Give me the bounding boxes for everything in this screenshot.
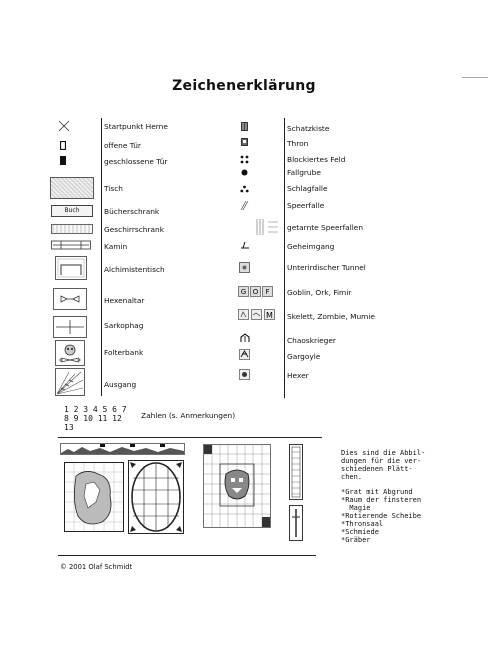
svg-text:O: O bbox=[252, 288, 259, 296]
copyright: © 2001 Olaf Schmidt bbox=[60, 563, 133, 571]
throne-icon bbox=[241, 138, 248, 146]
note-item: Magie bbox=[341, 504, 371, 512]
legend-label: Bücherschrank bbox=[104, 207, 160, 216]
blow-trap-icon bbox=[240, 185, 249, 193]
legend-label: Hexenaltar bbox=[104, 296, 145, 305]
legend-label: Speerfalle bbox=[287, 201, 325, 210]
left-column-divider bbox=[101, 118, 102, 396]
legend-label: Schlagfalle bbox=[287, 184, 328, 193]
numbers-line-2: 8 9 10 11 12 bbox=[64, 414, 122, 423]
svg-text:G: G bbox=[240, 288, 247, 296]
legend-label: offene Tür bbox=[104, 141, 141, 150]
fireplace-icon bbox=[51, 240, 91, 250]
legend-label: Skelett, Zombie, Mumie bbox=[287, 312, 375, 321]
sarcophagus-icon bbox=[53, 316, 87, 338]
blocked-field-icon bbox=[240, 155, 249, 164]
legend-label: Sarkophag bbox=[104, 321, 144, 330]
legend-label: Hexer bbox=[287, 371, 309, 380]
closed-door-icon bbox=[60, 156, 66, 165]
torture-rack-icon bbox=[55, 340, 85, 366]
gargoyle-icon bbox=[239, 349, 250, 360]
goblin-orc-fimir-icon bbox=[238, 286, 274, 297]
legend-label: Ausgang bbox=[104, 380, 137, 389]
svg-text:F: F bbox=[265, 288, 270, 296]
tunnel-icon bbox=[239, 262, 250, 273]
edge-mark bbox=[462, 77, 488, 78]
chaos-warrior-icon bbox=[240, 333, 250, 343]
spear-trap-icon bbox=[240, 200, 249, 211]
note-item: *Grat mit Abgrund bbox=[341, 488, 413, 496]
chasm-ridge-tile-icon bbox=[60, 443, 185, 455]
open-door-icon bbox=[60, 141, 66, 150]
note-intro-line: schiedenen Plätt- bbox=[341, 465, 413, 473]
throne-room-tile-icon bbox=[203, 444, 271, 528]
exit-icon bbox=[55, 368, 85, 396]
note-item: *Thronsaal bbox=[341, 520, 384, 528]
chest-icon bbox=[241, 122, 248, 131]
tiles-bottom-divider bbox=[58, 555, 316, 556]
dark-magic-room-tile-icon bbox=[64, 462, 124, 532]
legend-label: Thron bbox=[287, 139, 309, 148]
svg-text:M: M bbox=[266, 311, 273, 320]
right-column-divider bbox=[284, 118, 285, 398]
bookshelf-icon bbox=[51, 205, 93, 217]
cupboard-icon bbox=[51, 224, 93, 234]
legend-label: Fallgrube bbox=[287, 168, 321, 177]
numbers-label: Zahlen (s. Anmerkungen) bbox=[141, 411, 236, 420]
tiles-top-divider bbox=[58, 437, 322, 438]
rotating-disc-tile-icon bbox=[128, 460, 184, 534]
legend-label: geschlossene Tür bbox=[104, 157, 168, 166]
table-icon bbox=[50, 177, 94, 199]
hidden-spear-trap-lines-icon bbox=[268, 220, 278, 234]
forge-tile-icon bbox=[289, 444, 303, 500]
note-intro-line: dungen für die ver- bbox=[341, 457, 422, 465]
note-item: *Raum der finsteren bbox=[341, 496, 422, 504]
page-title: Zeichenerklärung bbox=[172, 78, 316, 94]
tombs-tile-icon bbox=[289, 505, 303, 541]
numbers-line-1: 1 2 3 4 5 6 7 bbox=[64, 405, 127, 414]
secret-passage-icon bbox=[240, 241, 250, 249]
altar-icon bbox=[53, 288, 87, 310]
note-item: *Rotierende Scheibe bbox=[341, 512, 422, 520]
legend-label: Gargoyle bbox=[287, 352, 321, 361]
legend-label: Tisch bbox=[104, 184, 123, 193]
alchemist-table-icon bbox=[55, 256, 87, 280]
numbers-line-3: 13 bbox=[64, 423, 74, 432]
note-intro-line: chen. bbox=[341, 473, 363, 481]
legend-label: Geheimgang bbox=[287, 242, 335, 251]
legend-label: Alchimistentisch bbox=[104, 265, 165, 274]
hidden-spear-trap-icon bbox=[255, 219, 265, 235]
legend-label: Folterbank bbox=[104, 348, 144, 357]
x-mark-icon bbox=[58, 120, 70, 132]
note-item: *Gräber bbox=[341, 536, 371, 544]
note-intro-line: Dies sind die Abbil- bbox=[341, 449, 426, 457]
legend-label: Chaoskrieger bbox=[287, 336, 336, 345]
bookshelf-icon-text: Buch bbox=[64, 207, 80, 214]
legend-label: Schatzkiste bbox=[287, 124, 330, 133]
pit-icon bbox=[241, 169, 248, 176]
note-item: *Schmiede bbox=[341, 528, 379, 536]
legend-label: Goblin, Ork, Fimir bbox=[287, 288, 352, 297]
warlock-icon bbox=[239, 369, 250, 380]
legend-label: Kamin bbox=[104, 242, 128, 251]
legend-label: getarnte Speerfallen bbox=[287, 223, 364, 232]
legend-label: Blockiertes Feld bbox=[287, 155, 346, 164]
legend-label: Geschirrschrank bbox=[104, 225, 165, 234]
skeleton-zombie-mummy-icon bbox=[238, 309, 276, 321]
legend-label: Startpunkt Herne bbox=[104, 122, 168, 131]
legend-label: Unterirdischer Tunnel bbox=[287, 263, 366, 272]
